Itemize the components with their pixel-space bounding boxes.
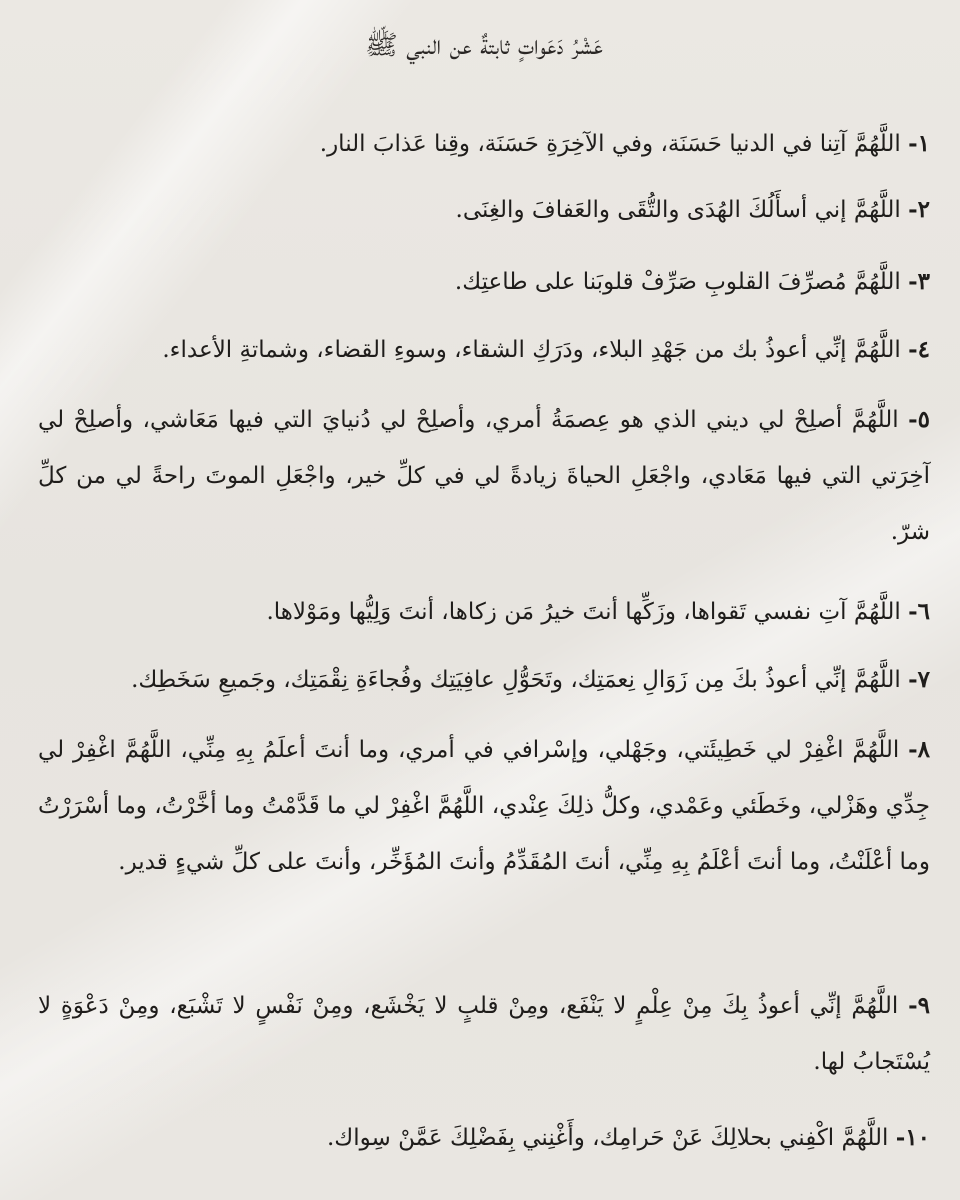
dua-number: ٢- [908,196,930,223]
dua-text: اللَّهُمَّ إني أسأَلُكَ الهُدَى والتُّقَى والعَفافَ والغِنَى. [455,197,901,223]
dua-item-4 [38,322,930,378]
dua-number: ٨- [908,736,931,763]
dua-text: اللَّهُمَّ اكْفِني بحلالِكَ عَنْ حَرامِك، وأَغْنِني بِفَضْلِكَ عَمَّنْ سِواك. [327,1125,889,1151]
dua-text: اللَّهُمَّ إنِّي أعوذُ بك من جَهْدِ البلاء، ودَرَكِ الشقاء، وسوءِ القضاء، وشماتةِ الأعداء. [162,337,901,363]
dua-item-2 [38,182,930,238]
dua-item-9 [38,978,930,1090]
dua-number: ٤- [908,336,930,363]
dua-item-5 [38,392,930,560]
dua-number: ٦- [908,598,930,625]
dua-number: ١- [908,130,930,157]
dua-item-6 [38,584,930,640]
dua-text: اللَّهُمَّ مُصرِّفَ القلوبِ صَرِّفْ قلوبَنا على طاعتِك. [454,269,901,295]
dua-number: ٥- [908,406,930,433]
dua-item-1 [38,116,930,172]
dua-text: اللَّهُمَّ آتِ نفسي تَقواها، وزَكِّها أنتَ خيرُ مَن زكاها، أنتَ وَلِيُّها ومَوْلاها. [266,599,901,625]
dua-item-3 [38,254,930,310]
dua-text: اللَّهُمَّ آتِنا في الدنيا حَسَنَة، وفي الآخِرَةِ حَسَنَة، وقِنا عَذابَ النار. [319,131,901,157]
dua-item-8 [38,722,930,890]
dua-item-10 [38,1110,930,1166]
dua-number: ٧- [908,666,930,693]
dua-text: اللَّهُمَّ إنِّي أعوذُ بِكَ مِنْ عِلْمٍ لا يَنْفَع، ومِنْ قلبٍ لا يَخْشَع، ومِنْ نَفْسٍ لا تَشْبَع، ومِنْ دَعْوَةٍ لا يُسْتَجابُ لها. [38,993,930,1075]
dua-text: اللَّهُمَّ إنِّي أعوذُ بكَ مِن زَوَالِ نِعمَتِك، وتَحَوُّلِ عافِيَتِك وفُجاءَةِ نِقْمَتِك، وجَميعِ سَخَطِك. [131,667,901,693]
dua-number: ٣- [908,268,930,295]
page-title: عَشْرُ دَعَواتٍ ثابتةٌ عن النبي ﷺ [365,30,603,61]
dua-number: ٩- [908,992,930,1019]
dua-number: ١٠- [895,1124,930,1151]
dua-item-7 [38,652,930,708]
dua-text: اللَّهُمَّ أصلِحْ لي ديني الذي هو عِصمَةُ أمري، وأصلِحْ لي دُنيايَ التي فيها مَعَاشي، وأصلِحْ لي آخِرَتي التي فيها مَعَادي، واجْعَلِ الحياةَ زيادةً لي في كلِّ خير، واجْعَلِ الموتَ راحةً لي من كلِّ شرّ. [38,407,930,545]
dua-text: اللَّهُمَّ اغْفِرْ لي خَطِيئَتي، وجَهْلي، وإسْرافي في أمري، وما أنتَ أعلَمُ بِهِ مِنِّي، اللَّهُمَّ اغْفِرْ لي جِدِّي وهَزْلي، وخَطَئي وعَمْدي، وكلُّ ذلِكَ عِنْدي، اللَّهُمَّ اغْفِرْ لي ما قَدَّمْتُ وما أخَّرْتُ، وما أسْرَرْتُ وما أعْلَنْتُ، وما أنتَ أعْلَمُ بِهِ مِنِّي، أنتَ المُقَدِّمُ وأنتَ المُؤَخِّر، وأنتَ على كلِّ شيءٍ قدير. [38,737,930,875]
